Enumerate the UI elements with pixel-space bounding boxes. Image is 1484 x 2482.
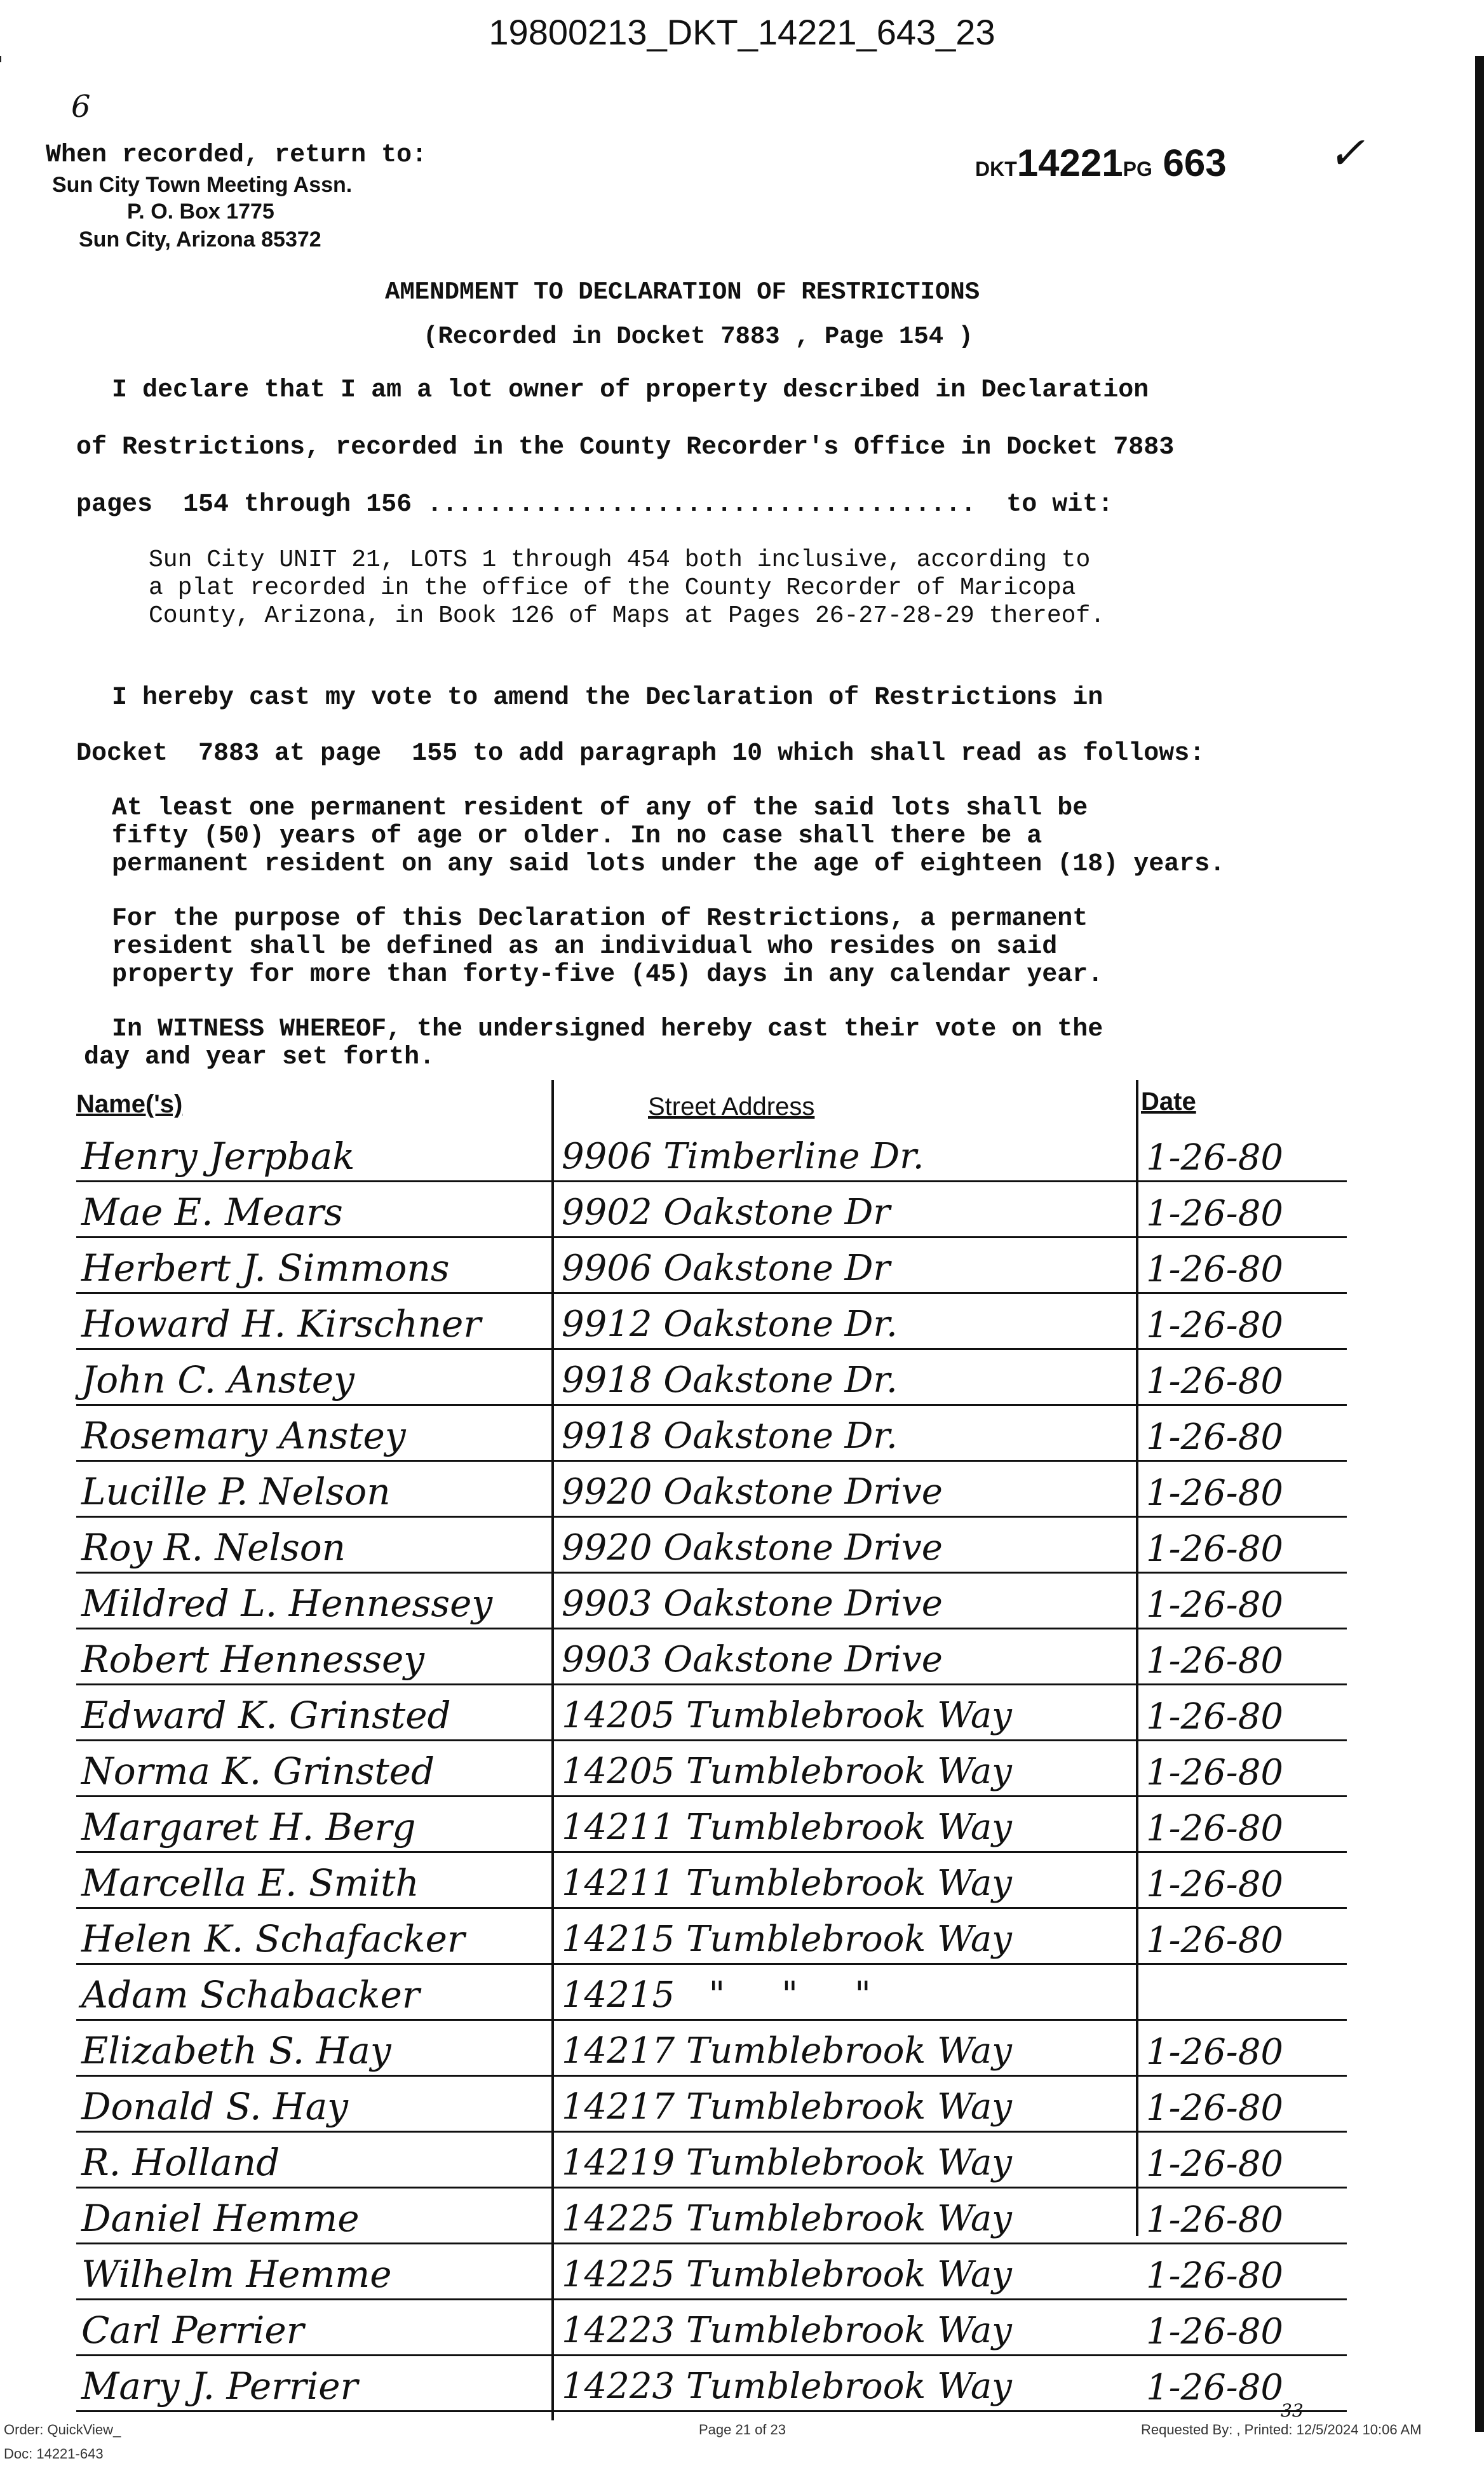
table-row (76, 1687, 1398, 1743)
signature-name: Edward K. Grinsted (81, 1694, 451, 1737)
footer-doc: Doc: 14221-643 (4, 2446, 104, 2462)
footer-order: Order: QuickView_ (4, 2422, 121, 2438)
docket-pg: PG (1123, 158, 1152, 180)
bottom-mark: 33 (1281, 2400, 1304, 2421)
row-underline (76, 2410, 1347, 2412)
signature-date: 1-26-80 (1146, 1193, 1283, 1234)
signature-name: Donald S. Hay (81, 2085, 348, 2128)
table-row (76, 1408, 1398, 1464)
document-subtitle: (Recorded in Docket 7883 , Page 154 ) (423, 323, 973, 351)
return-to-line3: Sun City, Arizona 85372 (79, 227, 321, 252)
docket-stamp (975, 141, 1227, 185)
document-title: AMENDMENT TO DECLARATION OF RESTRICTIONS (385, 278, 980, 306)
signature-address: 14223 Tumblebrook Way (562, 2310, 1012, 2351)
para1-line2: of Restrictions, recorded in the County Recorder's Office in Docket 7883 (76, 433, 1175, 462)
row-underline (76, 1572, 1347, 1574)
para4-line2: resident shall be defined as an individual who resides on said (112, 933, 1058, 961)
table-row (76, 1240, 1398, 1296)
signature-name: Mae E. Mears (81, 1190, 343, 1234)
signature-address: 9920 Oakstone Drive (562, 1527, 943, 1568)
signature-address: 9918 Oakstone Dr. (562, 1415, 898, 1457)
return-to-line2: P. O. Box 1775 (127, 199, 274, 224)
table-row (76, 2246, 1398, 2302)
row-underline (76, 1907, 1347, 1909)
row-underline (76, 1516, 1347, 1518)
table-row (76, 2135, 1398, 2190)
signature-name: Norma K. Grinsted (81, 1750, 435, 1793)
signature-date: 1-26-80 (1146, 1417, 1283, 1458)
para1-line1: I declare that I am a lot owner of property described in Declaration (112, 376, 1149, 405)
signature-address: 14217 Tumblebrook Way (562, 2030, 1012, 2072)
table-row (76, 1128, 1398, 1184)
table-row (76, 2358, 1398, 2414)
para1-line3: pages 154 through 156 .................................... to wit: (76, 490, 1114, 519)
signature-address: 9906 Timberline Dr. (562, 1136, 924, 1177)
signature-date: 1-26-80 (1146, 2143, 1283, 2185)
signature-name: Marcella E. Smith (81, 1861, 419, 1905)
legal-desc-line2: a plat recorded in the office of the County Recorder of Maricopa (149, 574, 1076, 602)
para2-line1: I hereby cast my vote to amend the Declaration of Restrictions in (112, 684, 1103, 712)
para5-line2: day and year set forth. (84, 1043, 435, 1072)
signature-name: Carl Perrier (81, 2309, 304, 2352)
signature-name: R. Holland (81, 2141, 280, 2184)
signature-name: Robert Hennessey (81, 1638, 425, 1681)
para5-line1: In WITNESS WHEREOF, the undersigned hereby cast their vote on the (112, 1015, 1103, 1044)
table-row (76, 1184, 1398, 1240)
table-row (76, 2079, 1398, 2135)
signature-date: 1-26-80 (1146, 1696, 1283, 1737)
signature-address: 9903 Oakstone Drive (562, 1639, 943, 1680)
row-underline (76, 1236, 1347, 1238)
signature-address: 9920 Oakstone Drive (562, 1471, 943, 1513)
row-underline (76, 1404, 1347, 1406)
signature-address: 9918 Oakstone Dr. (562, 1359, 898, 1401)
signature-address: 14225 Tumblebrook Way (562, 2198, 1012, 2239)
row-underline (76, 2131, 1347, 2133)
para4-line3: property for more than forty-five (45) days in any calendar year. (112, 961, 1103, 989)
table-row (76, 1799, 1398, 1855)
signature-date: 1-26-80 (1146, 2311, 1283, 2352)
signature-name: Wilhelm Hemme (81, 2253, 392, 2296)
signature-date: 1-26-80 (1146, 1752, 1283, 1793)
table-row (76, 1631, 1398, 1687)
row-underline (76, 1963, 1347, 1965)
docket-page: 663 (1163, 142, 1227, 184)
row-underline (76, 2243, 1347, 2244)
signature-name: Mildred L. Hennessey (81, 1582, 493, 1625)
signature-date: 1-26-80 (1146, 1864, 1283, 1905)
legal-desc-line1: Sun City UNIT 21, LOTS 1 through 454 both inclusive, according to (149, 546, 1091, 574)
handwritten-mark: 6 (71, 89, 91, 125)
signature-name: Helen K. Schafacker (81, 1917, 465, 1960)
signature-date: 1-26-80 (1146, 1361, 1283, 1402)
table-row (76, 1855, 1398, 1911)
column-header-name: Name('s) (76, 1090, 183, 1118)
signature-date: 1-26-80 (1146, 1249, 1283, 1290)
signature-address: 14205 Tumblebrook Way (562, 1695, 1012, 1736)
signature-address: 14217 Tumblebrook Way (562, 2086, 1012, 2128)
signature-date: 1-26-80 (1146, 2032, 1283, 2073)
row-underline (76, 2354, 1347, 2356)
row-underline (76, 1348, 1347, 1350)
row-underline (76, 1460, 1347, 1462)
signature-date: 1-26-80 (1146, 1528, 1283, 1570)
signature-table (76, 1080, 1398, 2420)
para3-line3: permanent resident on any said lots under the age of eighteen (18) years. (112, 850, 1225, 879)
return-to-line1: Sun City Town Meeting Assn. (52, 173, 353, 197)
signature-address: 14211 Tumblebrook Way (562, 1863, 1012, 1904)
signature-date: 1-26-80 (1146, 1584, 1283, 1626)
table-row (76, 2302, 1398, 2358)
check-mark: ✓ (1328, 127, 1365, 179)
table-row (76, 1296, 1398, 1352)
document-file-title: 19800213_DKT_14221_643_23 (489, 12, 995, 52)
signature-address: 14223 Tumblebrook Way (562, 2366, 1012, 2407)
signature-date: 1-26-80 (1146, 2255, 1283, 2297)
docket-prefix: DKT (975, 158, 1017, 180)
signature-date: 1-26-80 (1146, 1305, 1283, 1346)
table-row (76, 1743, 1398, 1799)
signature-date: 1-26-80 (1146, 1473, 1283, 1514)
signature-address: 9906 Oakstone Dr (562, 1248, 891, 1289)
signature-address: 14219 Tumblebrook Way (562, 2142, 1012, 2183)
signature-name: Mary J. Perrier (81, 2364, 358, 2408)
signature-address: 14211 Tumblebrook Way (562, 1807, 1012, 1848)
signature-address: 14215 " " " (562, 1974, 871, 2016)
row-underline (76, 2298, 1347, 2300)
table-row (76, 1911, 1398, 1967)
signature-date: 1-26-80 (1146, 1808, 1283, 1849)
table-row (76, 1575, 1398, 1631)
return-to-label: When recorded, return to: (46, 141, 428, 170)
signature-address: 9902 Oakstone Dr (562, 1192, 891, 1233)
row-underline (76, 1795, 1347, 1797)
signature-name: Elizabeth S. Hay (81, 2029, 391, 2072)
signature-date: 1-26-80 (1146, 2087, 1283, 2129)
table-row (76, 1520, 1398, 1575)
column-header-date: Date (1141, 1088, 1196, 1116)
table-row (76, 1967, 1398, 2023)
signature-address: 9903 Oakstone Drive (562, 1583, 943, 1624)
row-underline (76, 1739, 1347, 1741)
signature-date: 1-26-80 (1146, 1920, 1283, 1961)
row-underline (76, 1628, 1347, 1629)
signature-name: Lucille P. Nelson (81, 1470, 391, 1513)
row-underline (76, 1180, 1347, 1182)
table-row (76, 2190, 1398, 2246)
signature-name: Howard H. Kirschner (81, 1302, 482, 1346)
signature-name: Rosemary Anstey (81, 1414, 406, 1457)
column-header-address: Street Address (648, 1093, 815, 1121)
signature-address: 9912 Oakstone Dr. (562, 1304, 898, 1345)
signature-address: 14215 Tumblebrook Way (562, 1919, 1012, 1960)
table-row (76, 2023, 1398, 2079)
para3-line2: fifty (50) years of age or older. In no case shall there be a (112, 822, 1042, 851)
signature-address: 14205 Tumblebrook Way (562, 1751, 1012, 1792)
signature-name: Margaret H. Berg (81, 1805, 416, 1849)
signature-name: Herbert J. Simmons (81, 1246, 450, 1290)
row-underline (76, 2075, 1347, 2077)
signature-name: Daniel Hemme (81, 2197, 360, 2240)
signature-name: Adam Schabacker (81, 1973, 420, 2016)
row-underline (76, 1851, 1347, 1853)
docket-number: 14221 (1016, 142, 1123, 184)
scan-right-border (1475, 56, 1484, 2432)
signature-name: Henry Jerpbak (81, 1135, 355, 1178)
signature-name: John C. Anstey (81, 1358, 354, 1401)
row-underline (76, 2187, 1347, 2189)
signature-address: 14225 Tumblebrook Way (562, 2254, 1012, 2295)
row-underline (76, 1683, 1347, 1685)
signature-date: 1-26-80 (1146, 1137, 1283, 1178)
footer-page: Page 21 of 23 (699, 2422, 786, 2438)
para4-line1: For the purpose of this Declaration of Restrictions, a permanent (112, 905, 1088, 933)
signature-date: 1-26-80 (1146, 2199, 1283, 2241)
signature-date: 1-26-80 (1146, 1640, 1283, 1682)
footer-requested: Requested By: , Printed: 12/5/2024 10:06 AM (1141, 2422, 1422, 2438)
signature-date: 1-26-80 (1146, 2367, 1283, 2408)
para2-line2: Docket 7883 at page 155 to add paragraph 10 which shall read as follows: (76, 739, 1205, 768)
para3-line1: At least one permanent resident of any of the said lots shall be (112, 794, 1088, 823)
table-row (76, 1464, 1398, 1520)
signature-rows (76, 1128, 1398, 2411)
row-underline (76, 1292, 1347, 1294)
table-row (76, 1352, 1398, 1408)
row-underline (76, 2019, 1347, 2021)
signature-name: Roy R. Nelson (81, 1526, 346, 1569)
legal-desc-line3: County, Arizona, in Book 126 of Maps at Pages 26-27-28-29 thereof. (149, 602, 1105, 630)
